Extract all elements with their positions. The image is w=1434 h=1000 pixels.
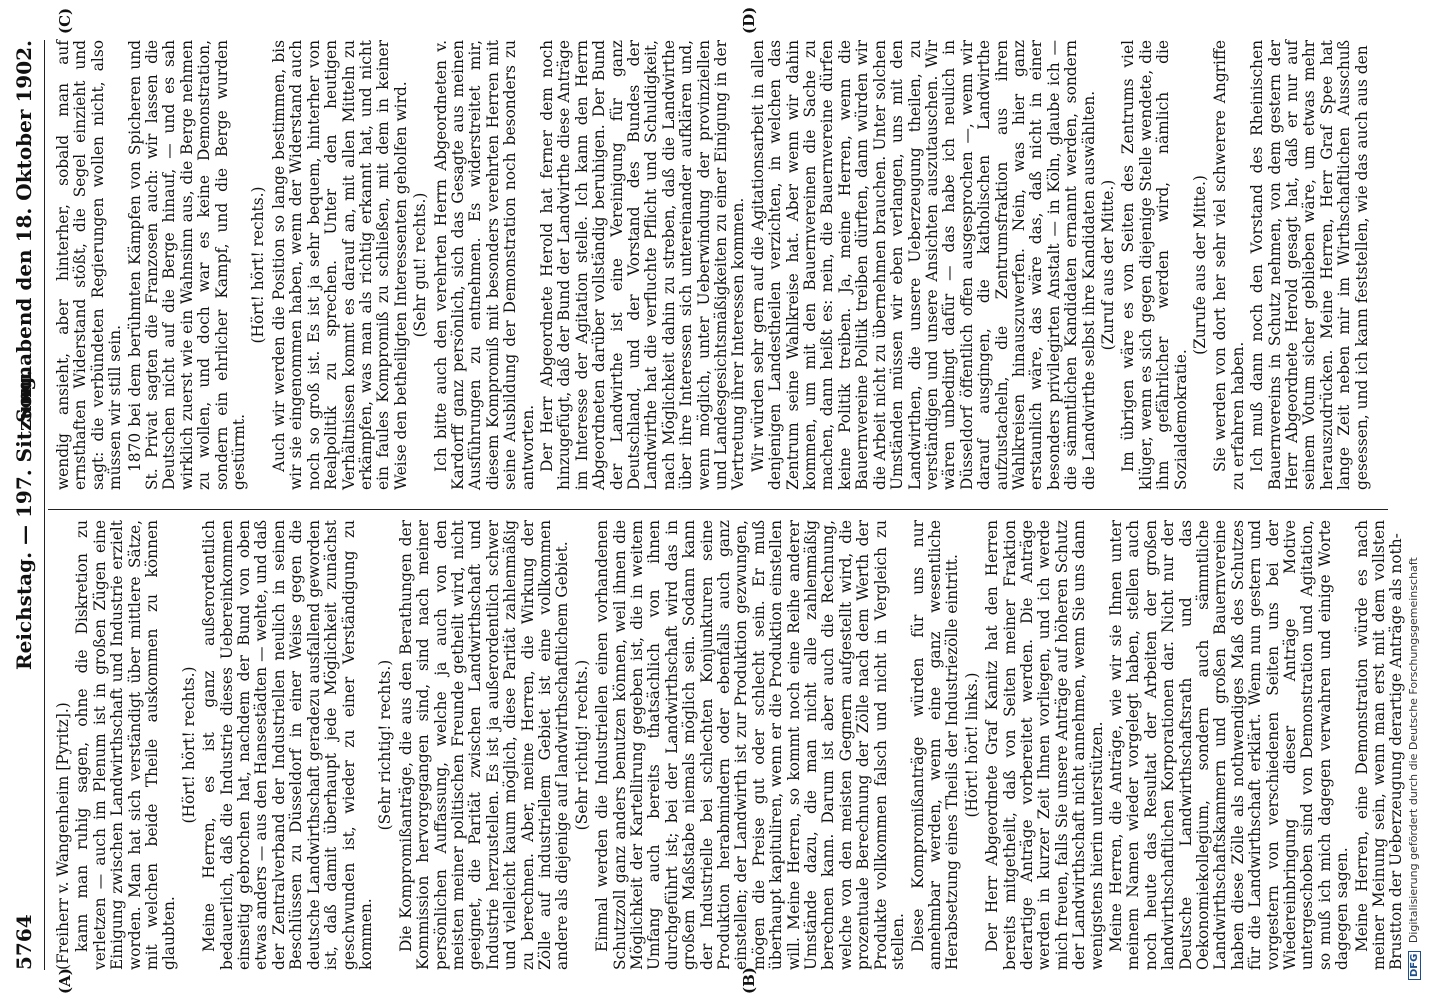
page-footer	[1407, 557, 1421, 980]
interjection: (Hört! hört! rechts.)	[179, 666, 198, 824]
paragraph: Ich bitte auch den verehrten Herrn Abgeordneten v. Kardorff ganz persönlich, sich das Gesagte aus meinen Ausführungen zu entnehmen. Es widerstreitet mir, diesem Kompromiß mit besonders verehrten Herren mit seine Ausbildung der Demonstration noch besonders zu antworten.	[431, 40, 537, 490]
paragraph: Sie werden von dort her sehr viel schwerere Angriffe zu erfahren haben.	[1211, 40, 1247, 490]
margin-marker-c: (C)	[56, 7, 74, 34]
session-title: Reichstag. — 197. Sitzung.	[12, 369, 36, 670]
right-text-column	[55, 40, 1395, 490]
footer-credit: Digitalisierung gefördert durch die Deutsche Forschungsgemeinschaft	[1407, 557, 1420, 944]
interjection: (Sehr richtig! rechts.)	[572, 659, 591, 831]
paragraph: Meine Herren, eine Demonstration würde es nach meiner Meinung sein, wenn man erst mit dem vollsten Brustton der Ueberzeugung derartige Anträge als noth-	[1352, 520, 1406, 970]
paragraph: Meine Herren, es ist ganz außerordentlich bedauerlich, daß die Industrie dieses Uebereinkommen einseitig gebrochen hat, nachdem der Bund von oben etwas anders — aus den Hansestädten — wehte, und daß der Zentralverband der Industriellen neulich in seinen Beschlüssen zu Düsseldorf in einer Weise gegen die deutsche Landwirthschaft geradezu ausfallend geworden ist, daß damit überhaupt jede Möglichkeit zunächst geschwunden ist, wieder zu einer Verständigung zu kommen.	[200, 520, 375, 970]
interjection: (Zuruf aus der Mitte.)	[1098, 179, 1117, 351]
paragraph: Einmal werden die Industriellen einen vorhandenen Schutzzoll ganz anders benutzen können, weil ihnen die Möglichkeit der Kartellirung gegeben ist, die in weitem Umfang auch bereits thatsächlich von ihnen durchgeführt ist; bei der Landwirthschaft wird das in großem Maßstabe niemals möglich sein. Sodann kann der Industrielle bei schlechten Konjunkturen seine Produktion herabmindern oder ebenfalls auch ganz einstellen; der Landwirth ist zur Produktion gezwungen, mögen die Preise gut oder schlecht sein. Er muß überhaupt kapituliren, wenn er die Produktion einstellen will. Meine Herren, so kommt noch eine Reihe anderer Umstände dazu, die man nicht alle zahlenmäßig berechnen kann. Darum ist aber auch die Rechnung, welche von den meisten Gegnern aufgestellt wird, die prozentuale Berechnung der Zölle nach dem Werth der Produkte vollkommen falsch und nicht in Vergleich zu stellen.	[593, 520, 908, 970]
interjection: (Hört! hört! rechts.)	[249, 186, 268, 344]
dfg-logo: DFG	[1408, 951, 1421, 980]
paragraph: kann man ruhig sagen, ohne die Diskretion zu verletzen — auch im Plenum ist in großen Zügen eine Einigung zwischen Landwirthschaft und Industrie erzielt worden. Man hat sich verständigt über mittlere Sätze, mit welchen beide Theile auskommen zu können glaubten.	[73, 520, 179, 970]
left-text-column	[54, 520, 1406, 970]
paragraph: Diese Kompromißanträge würden für uns nur annehmbar werden, wenn eine ganz wesentliche Herabsetzung eines Theils der Industriezölle eintritt.	[908, 520, 962, 970]
paragraph: Der Herr Abgeordnete Graf Kanitz hat den Herren bereits mitgetheilt, daß von Seiten meiner Fraktion derartige Anträge vorbereitet werden. Die Anträge werden in kurzer Zeit Ihnen vorliegen, und ich werde mich freuen, falls Sie unsere Anträge auf höheren Schutz der Landwirthschaft nicht annehmen, wenn Sie uns dann wenigstens hierin unterstützen.	[983, 520, 1106, 970]
margin-marker-b: (B)	[740, 967, 758, 994]
paragraph: Wir würden sehr gern auf die Agitationsarbeit in allen denjenigen Landestheilen verzichten, in welchen das Zentrum seine Wahlkreise hat. Aber wenn wir dahin kommen, um mit den Bauernvereinen die Sache zu machen, dann heißt es: nein, die Bauernvereine dürfen keine Politik treiben. Ja, meine Herren, wenn die Bauernvereine Politik treiben dürften, dann würden wir die Arbeit nicht zu übernehmen brauchen. Unter solchen Umständen müssen wir eben verlangen, uns mit den Landwirthen, die unsere Ueberzeugung theilen, zu verständigen und unsere Ansichten auszutauschen. Wir wären unbedingt dafür — das habe ich neulich in Düsseldorf öffentlich offen ausgesprochen —, wenn wir darauf ausgingen, die katholischen Landwirthe aufzustacheln, die Zentrumsfraktion aus ihren Wahlkreisen hinauszuwerfen. Nein, was hier ganz erstaunlich wäre, das wäre das, daß nicht in einer besonders privilegirten Anstalt — in Köln, glaube ich — die sämmtlichen Kandidaten ernannt werden, sondern die Landwirthe selbst ihre Kandidaten auswählten.	[748, 40, 1098, 490]
interjection: (Sehr gut! rechts.)	[411, 192, 430, 338]
paragraph: Auch wir werden die Position so lange bestimmen, bis wir sie eingenommen haben, wenn der Widerstand auch noch so groß ist. Es ist ja sehr bequem, hinterher von Realpolitik zu sprechen. Unter den heutigen Verhältnissen kommt es darauf an, mit allen Mitteln zu erkämpfen, was man als richtig erkannt hat, und nicht ein faules Kompromiß zu schließen, mit dem in keiner Weise den betheiligten Interessenten geholfen wird.	[269, 40, 410, 490]
paragraph: Die Kompromißanträge, die aus den Berathungen der Kommission hervorgegangen sind, sind nach meiner persönlichen Auffassung, welche ja auch von den meisten meiner politischen Freunde getheilt wird, nicht geeignet, die Parität zwischen Landwirthschaft und Industrie herzustellen. Es ist ja außerordentlich schwer und vielleicht kaum möglich, diese Parität zahlenmäßig zu berechnen. Aber, meine Herren, die Wirkung der Zölle auf industriellem Gebiet ist eine vollkommen andere als diejenige auf landwirthschaftlichem Gebiet.	[396, 520, 572, 970]
interjection: (Zurufe aus der Mitte.)	[1191, 175, 1209, 355]
interjection: (Hört! hört! links.)	[962, 672, 981, 818]
paragraph: wendig ansieht, aber hinterher, sobald man auf ernsthaften Widerstand stößt, die Segel einzieht und sagt: die verbündeten Regierungen wollen nicht, also müssen wir still sein.	[54, 40, 125, 490]
margin-marker-d: (D)	[740, 6, 758, 34]
paragraph: 1870 bei dem berühmten Kämpfen von Spicheren und St. Privat sagten die Franzosen auch: wir lassen die Deutschen nicht auf die Berge hinauf, — und es sah wirklich zuerst wie ein Wahnsinn aus, die Berge nehmen zu wollen, und doch war es keine Demonstration, sondern ein ehrlicher Kampf, und die Berge wurden gestürmt.	[125, 40, 249, 490]
column-divider	[48, 509, 1388, 510]
page-header	[10, 40, 44, 970]
paragraph: Der Herr Abgeordnete Herold hat ferner dem noch hinzugefügt, daß der Bund der Landwirthe diese Anträge im Interesse der Agitation stelle. Ich kann den Herrn Abgeordneten darüber vollständig beruhigen. Der Bund der Landwirthe ist eine Vereinigung für ganz Deutschland, und der Vorstand des Bundes der Landwirthe hat die verfluchte Pflicht und Schuldigkeit, nach Möglichkeit dahin zu streben, daß die Landwirthe über ihre Interessen sich untereinander aufklären und, wenn möglich, unter Ueberwindung der provinziellen und Landesgesichtsmäßigkeiten zu einer Einigung in der Vertretung ihrer Interessen kommen.	[537, 40, 748, 490]
paragraph: Im übrigen wäre es von Seiten des Zentrums viel klüger, wenn es sich gegen diejenige Stelle wendete, die ihm gefährlicher werden wird, nämlich die Sozialdemokratie.	[1119, 40, 1190, 490]
paragraph: Ich muß dann noch den Vorstand des Rheinischen Bauernvereins in Schutz nehmen, von dem gestern der Herr Abgeordnete Herold gesagt hat, daß er nur auf seinem Votum sicher geblieben wäre, um etwas mehr herauszudrücken. Meine Herren, Herr Graf Spee hat lange Zeit neben mir im Wirthschaftlichen Ausschuß gesessen, und ich kann feststellen, wie das auch aus den	[1248, 40, 1371, 490]
margin-marker-a: (A)	[56, 968, 74, 994]
interjection: (Sehr richtig! rechts.)	[376, 659, 395, 831]
header-rule	[44, 40, 45, 970]
paragraph: (Freiherr v. Wangenheim [Pyritz].)	[54, 702, 72, 970]
paragraph: Meine Herren, die Anträge, wie wir sie Ihnen unter meinem Namen wieder vorgelegt haben, stellen auch noch heute das Resultat der Arbeiten der großen landwirthschaftlichen Korporationen dar. Nicht nur der Deutsche Landwirthschaftsrath und das Oekonomiekollegium, sondern auch sämmtliche Landwirthschaftskammern und großen Bauernvereine haben diese Zölle als nothwendiges Maß des Schutzes für die Landwirthschaft erklärt. Wenn nun gestern und vorgestern von verschiedenen Seiten uns bei der Wiedereinbringung dieser Anträge Motive untergeschoben sind von Demonstration und Agitation, so muß ich mich dagegen verwahren und einige Worte dagegen sagen.	[1106, 520, 1352, 970]
session-date: Sonnabend den 18. Oktober 1902.	[12, 40, 36, 423]
page-number: 5764	[12, 914, 36, 970]
